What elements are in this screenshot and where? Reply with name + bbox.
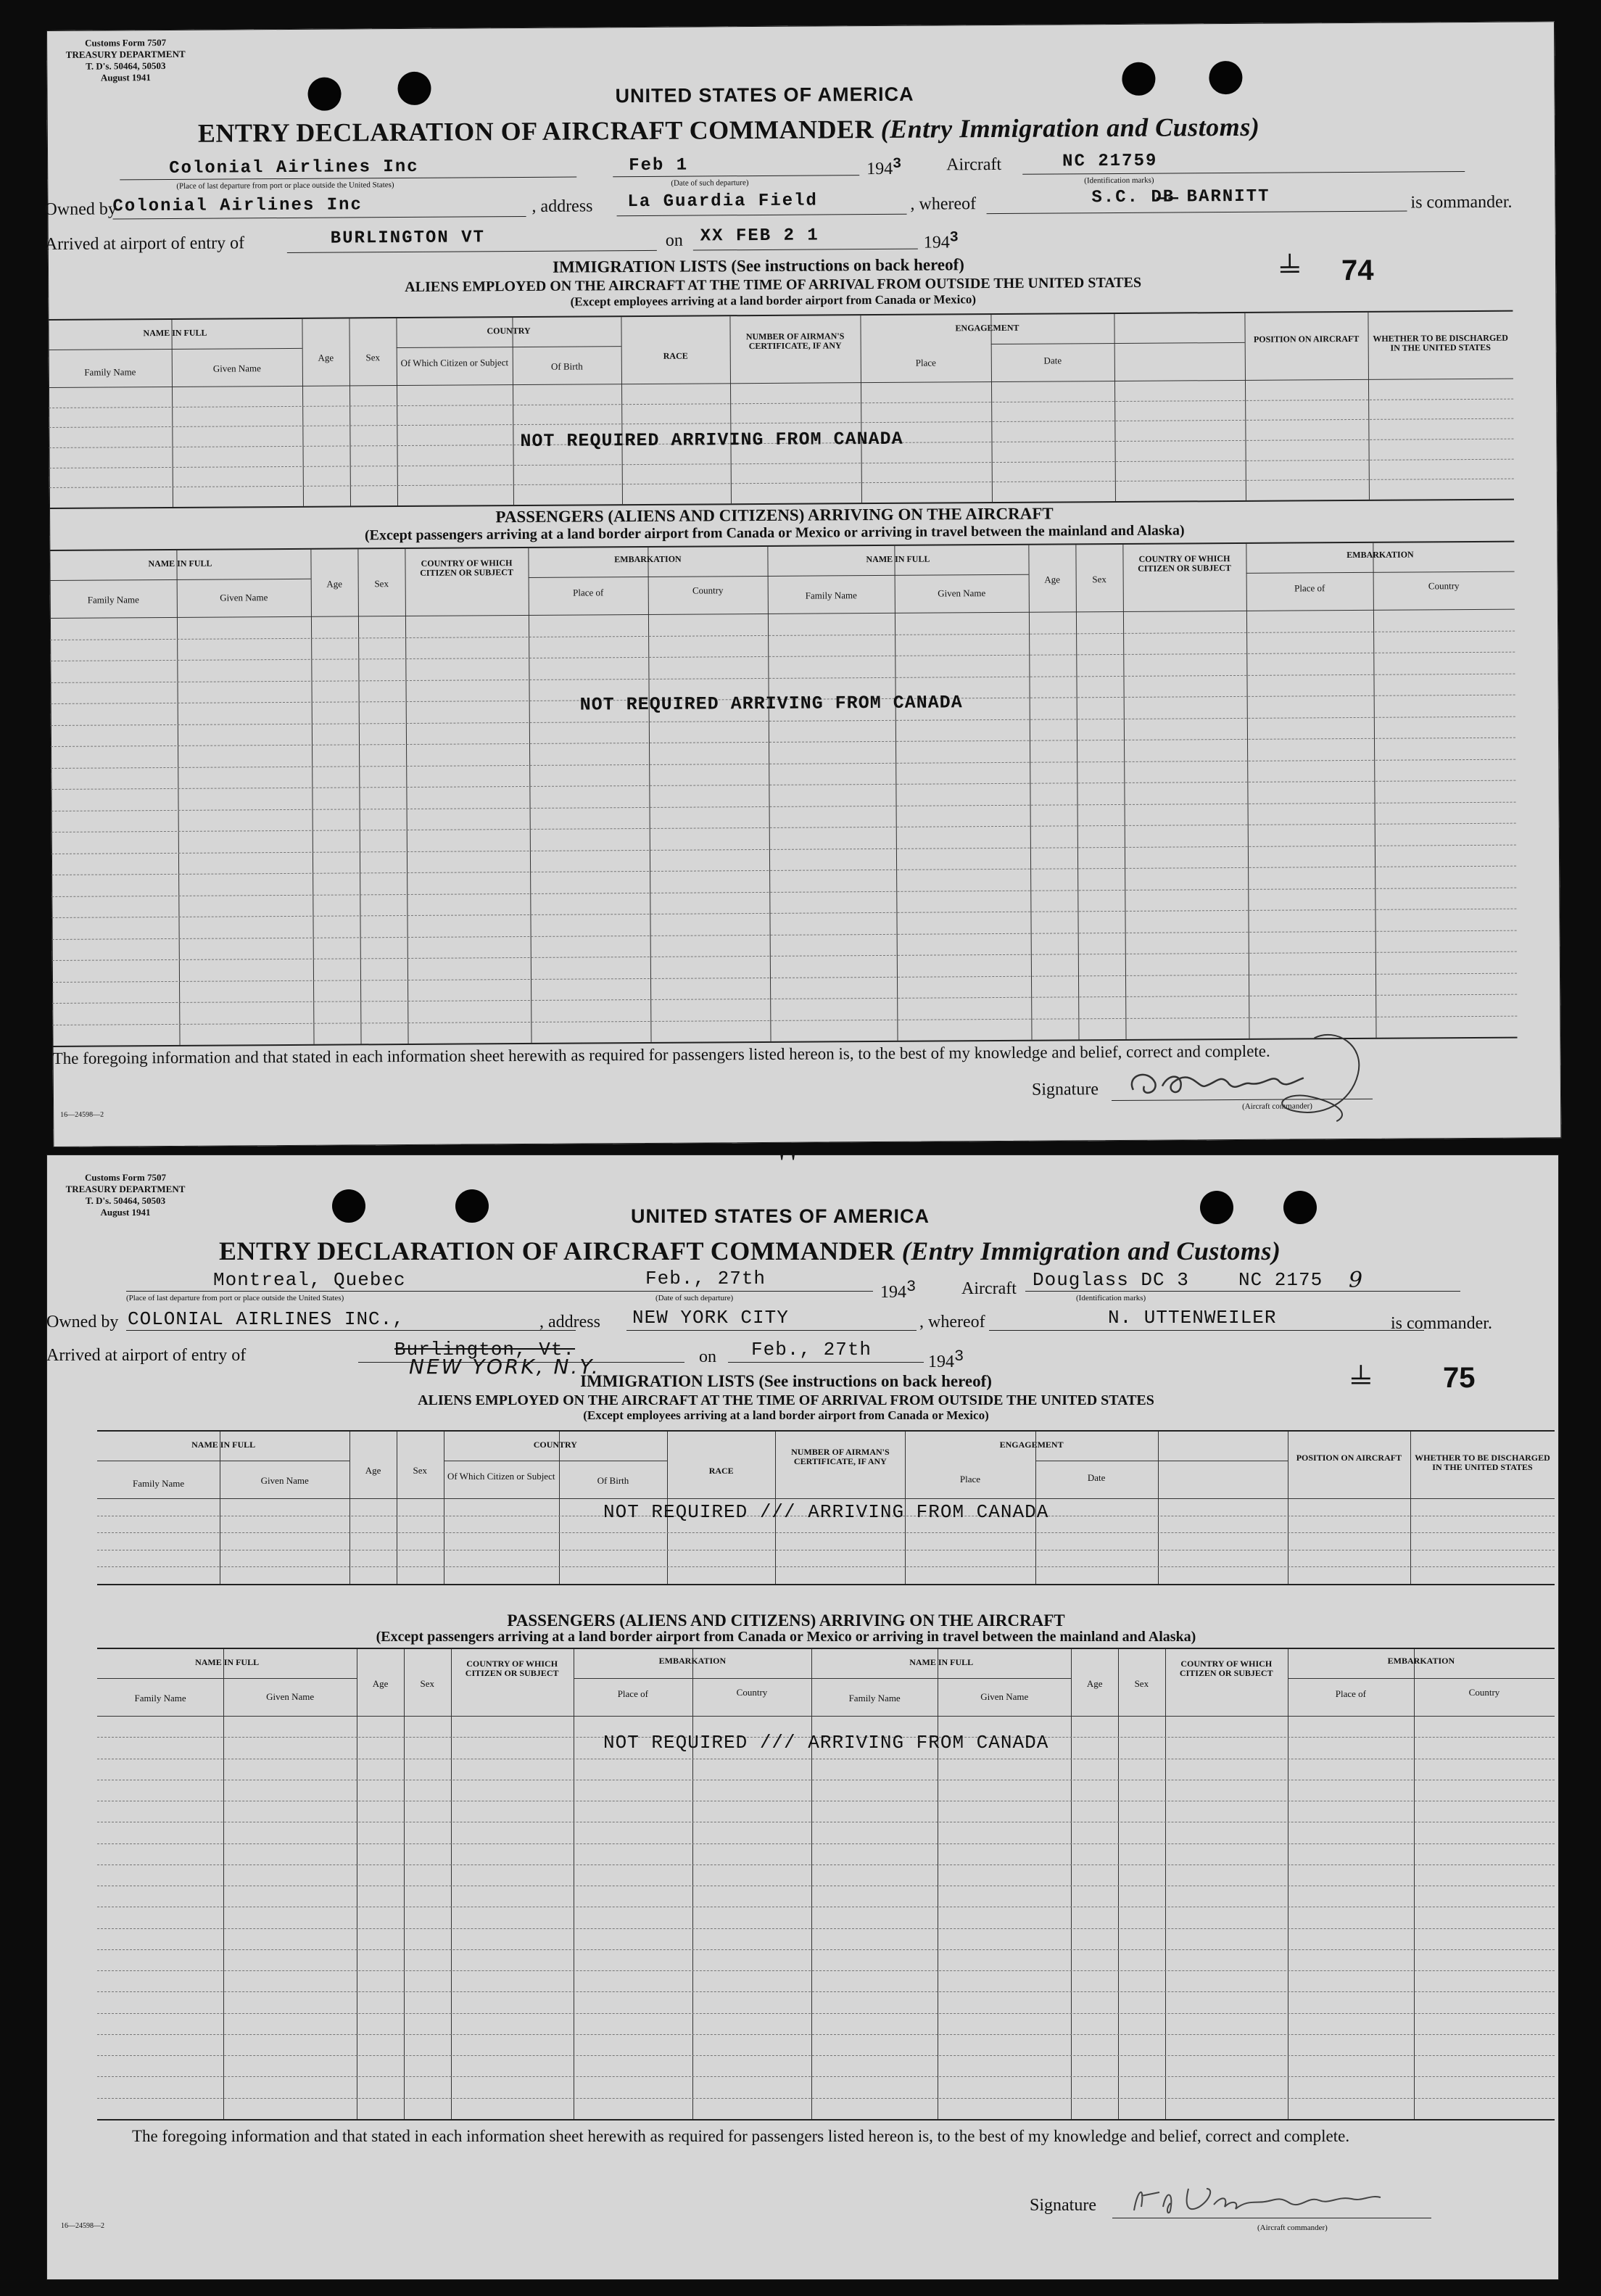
column-rule <box>405 549 408 1044</box>
column-rule <box>990 315 993 502</box>
row-rule <box>97 2034 1555 2035</box>
form-date: August 1941 <box>100 72 151 83</box>
punch-hole <box>307 78 341 111</box>
col-given-name: Given Name <box>980 1691 1029 1702</box>
aircraft-overwrite: 9 <box>1349 1268 1363 1293</box>
year-digit: 3 <box>893 155 903 173</box>
row-rule <box>52 930 1517 939</box>
aliens-heading: ALIENS EMPLOYED ON THE AIRCRAFT AT THE TIME OF ARRIVAL FROM OUTSIDE THE UNITED STATES <box>418 1392 1154 1408</box>
col-country-citizen: COUNTRY OF WHICH CITIZEN OR SUBJECT <box>1138 553 1231 574</box>
col-discharged: WHETHER TO BE DISCHARGED IN THE UNITED STATES <box>1373 332 1508 353</box>
col-date: Date <box>1087 1472 1106 1483</box>
row-rule <box>52 973 1517 982</box>
column-rule <box>1165 1649 1166 2119</box>
title-sub: (Entry Immigration and Customs) <box>880 112 1260 144</box>
column-rule <box>1028 545 1032 1040</box>
form-title <box>198 112 1260 149</box>
col-family-name: Family Name <box>87 594 139 606</box>
column-rule <box>528 548 531 1043</box>
crew-not-required: NOT REQUIRED /// ARRIVING FROM CANADA <box>603 1501 1049 1523</box>
department: TREASURY DEPARTMENT <box>65 1184 186 1194</box>
owner-address: NEW YORK CITY <box>632 1307 789 1329</box>
column-rule <box>302 319 304 506</box>
row-rule <box>1288 1678 1555 1679</box>
col-name-in-full: NAME IN FULL <box>909 1657 974 1667</box>
column-rule <box>223 1649 224 2119</box>
col-age: Age <box>318 352 334 363</box>
col-age: Age <box>326 578 343 590</box>
col-given-name: Given Name <box>260 1475 309 1486</box>
column-rule <box>894 546 898 1041</box>
row-rule <box>97 2055 1555 2056</box>
col-age: Age <box>1086 1678 1103 1689</box>
col-birth: Of Birth <box>550 360 583 372</box>
passengers-subheading: (Except passengers arriving at a land border airport from Canada or Mexico or arriving in travel between the mainland and Alaska) <box>364 522 1185 544</box>
punch-hole <box>1200 1191 1233 1224</box>
place-caption: (Place of last departure from port or place outside the United States) <box>176 181 394 191</box>
col-family-name: Family Name <box>134 1693 186 1704</box>
col-country-citizen: COUNTRY OF WHICH CITIZEN OR SUBJECT <box>420 558 513 578</box>
punch-hole <box>1283 1191 1317 1224</box>
col-name-in-full: NAME IN FULL <box>148 558 212 569</box>
whereof-label: , whereof <box>910 194 977 214</box>
punch-hole <box>455 1189 489 1223</box>
col-embarkation: EMBARKATION <box>1387 1656 1455 1666</box>
address-label: , address <box>539 1313 600 1331</box>
owned-by-label: Owned by <box>46 1313 119 1331</box>
col-country: Country <box>1468 1687 1500 1698</box>
signature-label: Signature <box>1030 2196 1096 2215</box>
row-rule <box>768 574 1029 577</box>
passengers-not-required: NOT REQUIRED ARRIVING FROM CANADA <box>579 692 963 716</box>
row-rule <box>97 1928 1555 1929</box>
punch-hole <box>397 72 431 105</box>
column-rule <box>1158 1432 1159 1584</box>
year-prefix: $194^3$ <box>866 155 903 179</box>
row-rule <box>50 630 1515 640</box>
column-rule <box>451 1649 452 2119</box>
passengers-subheading: (Except passengers arriving at a land border airport from Canada or Mexico or arriving in travel between the mainland and Alaska) <box>376 1629 1196 1645</box>
row-rule <box>49 379 1513 388</box>
col-country: COUNTRY <box>487 325 531 336</box>
treasury-decisions: T. D's. 50464, 50503 <box>85 1195 166 1206</box>
column-rule <box>767 547 771 1041</box>
owner-address: La Guardia Field <box>627 191 818 212</box>
col-country-citizen: COUNTRY OF WHICH CITIZEN OR SUBJECT <box>465 1659 559 1678</box>
aliens-subheading: (Except employees arriving at a land border airport from Canada or Mexico) <box>583 1408 989 1422</box>
declaration-sheet-74 <box>46 21 1561 1147</box>
row-rule <box>97 1678 357 1679</box>
signature-caption: (Aircraft commander) <box>1257 2223 1328 2232</box>
on-label: on <box>699 1347 716 1366</box>
col-place-of: Place of <box>1294 582 1325 594</box>
commander-name: S.C. D̶B̶ BARNITT <box>1091 186 1270 208</box>
signature-label: Signature <box>1031 1080 1099 1099</box>
arrived-label: Arrived at airport of entry of <box>44 234 245 255</box>
row-rule <box>52 951 1517 961</box>
arrival-airport: BURLINGTON VT <box>330 228 486 249</box>
form-number: Customs Form 7507 <box>85 1172 166 1183</box>
department: TREASURY DEPARTMENT <box>65 48 186 60</box>
address-label: , address <box>531 197 593 216</box>
page-number: 74 <box>1341 254 1374 287</box>
row-rule <box>97 2098 1555 2099</box>
column-rule <box>349 318 351 505</box>
col-family-name: Family Name <box>133 1478 185 1489</box>
passengers-not-required: NOT REQUIRED /// ARRIVING FROM CANADA <box>603 1732 1049 1754</box>
country-header: UNITED STATES OF AMERICA <box>615 83 914 107</box>
row-rule <box>397 346 621 348</box>
col-birth: Of Birth <box>597 1475 629 1486</box>
is-commander-label: is commander. <box>1410 192 1513 212</box>
signature-caption: (Aircraft commander) <box>1242 1102 1312 1111</box>
arrival-airport-struck: Burlington, Vt. <box>394 1339 576 1360</box>
owner: COLONIAL AIRLINES INC., <box>128 1308 405 1330</box>
punch-hole <box>1209 61 1242 94</box>
col-place: Place <box>915 357 936 368</box>
column-rule <box>1122 545 1126 1039</box>
col-embarkation: EMBARKATION <box>614 553 682 565</box>
column-rule <box>692 1649 693 2119</box>
column-rule <box>1075 545 1079 1039</box>
year-prefix: $194^3$ <box>880 1278 917 1302</box>
col-citizen: Of Which Citizen or Subject <box>400 357 509 369</box>
col-country: Country <box>692 585 724 596</box>
country-header: UNITED STATES OF AMERICA <box>631 1205 930 1227</box>
form-number: Customs Form 7507 <box>85 36 167 49</box>
col-position: POSITION ON AIRCRAFT <box>1296 1453 1402 1463</box>
arrival-date: XX FEB 2 1 <box>700 226 819 247</box>
col-given-name: Given Name <box>938 587 986 599</box>
col-given-name: Given Name <box>266 1691 315 1702</box>
column-rule <box>621 317 623 504</box>
departure-place: Colonial Airlines Inc <box>169 157 419 178</box>
punch-hole <box>1122 62 1155 96</box>
col-family-name: Family Name <box>84 366 136 378</box>
form-identifier <box>57 1172 194 1218</box>
aircraft-label: Aircraft <box>946 154 1002 175</box>
page-number: 75 <box>1443 1362 1476 1394</box>
col-name-in-full: NAME IN FULL <box>191 1440 256 1450</box>
row-rule <box>51 866 1516 875</box>
column-rule <box>559 1432 560 1584</box>
row-rule <box>51 759 1515 768</box>
aircraft-id: NC 2175 <box>1238 1269 1323 1291</box>
arrival-year-digit: 3 <box>954 1347 965 1366</box>
row-rule <box>991 342 1245 344</box>
column-rule <box>357 549 361 1044</box>
row-rule <box>51 801 1516 811</box>
treasury-decisions: T. D's. 50464, 50503 <box>86 59 166 72</box>
col-sex: Sex <box>365 352 381 363</box>
passenger-table <box>97 1648 1555 2121</box>
row-rule <box>97 1949 1555 1950</box>
col-position: POSITION ON AIRCRAFT <box>1253 333 1360 344</box>
ident-caption: (Identification marks) <box>1084 175 1154 186</box>
aircraft-type: Douglass DC 3 <box>1033 1269 1189 1291</box>
commander-name: N. UTTENWEILER <box>1108 1307 1277 1329</box>
column-rule <box>310 550 314 1044</box>
title-main: ENTRY DECLARATION OF AIRCRAFT COMMANDER <box>219 1236 895 1265</box>
row-rule <box>574 1678 811 1679</box>
crew-table <box>48 310 1514 509</box>
row-rule <box>51 909 1516 918</box>
row-rule <box>50 652 1515 661</box>
row-rule <box>97 1532 1555 1533</box>
col-certificate: NUMBER OF AIRMAN'S CERTIFICATE, IF ANY <box>745 331 845 352</box>
aliens-subheading: (Except employees arriving at a land border airport from Canada or Mexico) <box>570 292 977 309</box>
certification-text: The foregoing information and that stated in each information sheet herewith as required for passengers listed hereon is, to the best of my knowledge and belief, correct and complete. <box>132 2127 1350 2145</box>
col-sex: Sex <box>420 1678 434 1689</box>
col-age: Age <box>372 1678 389 1689</box>
owned-by-label: Owned by <box>44 199 117 220</box>
row-rule <box>97 2076 1555 2077</box>
column-rule <box>176 550 180 1045</box>
immigration-heading: IMMIGRATION LISTS (See instructions on back hereof) <box>580 1372 992 1390</box>
aliens-heading: ALIENS EMPLOYED ON THE AIRCRAFT AT THE TIME OF ARRIVAL FROM OUTSIDE THE UNITED STATES <box>405 274 1142 295</box>
place-caption: (Place of last departure from port or place outside the United States) <box>126 1294 344 1302</box>
column-rule <box>860 315 862 503</box>
col-family-name: Family Name <box>805 590 857 601</box>
row-rule <box>51 887 1516 896</box>
col-country: Country <box>736 1687 768 1698</box>
col-embarkation: EMBARKATION <box>1346 549 1414 561</box>
row-rule <box>51 738 1515 747</box>
col-country: Country <box>1428 580 1460 592</box>
col-given-name: Given Name <box>212 363 261 374</box>
row-rule <box>51 780 1515 790</box>
row-rule <box>97 1498 1555 1499</box>
row-rule <box>97 1970 1555 1971</box>
tick-mark: ╧ <box>1280 254 1299 284</box>
col-discharged: WHETHER TO BE DISCHARGED IN THE UNITED STATES <box>1415 1453 1550 1472</box>
col-embarkation: EMBARKATION <box>658 1656 727 1666</box>
form-title <box>219 1236 1281 1266</box>
column-rule <box>1373 543 1376 1038</box>
commander-signature <box>1118 1023 1380 1130</box>
row-rule <box>97 2013 1555 2014</box>
column-rule <box>1246 544 1249 1038</box>
column-rule <box>171 320 173 507</box>
row-rule <box>97 1716 1555 1717</box>
row-rule <box>811 1678 1071 1679</box>
row-rule <box>49 348 302 350</box>
passengers-heading: PASSENGERS (ALIENS AND CITIZENS) ARRIVING ON THE AIRCRAFT <box>507 1611 1065 1630</box>
row-rule <box>97 1843 1555 1844</box>
date-caption: (Date of such departure) <box>671 178 749 188</box>
certification-text: The foregoing information and that stated in each information sheet herewith as required for passengers listed hereon is, to the best of my knowledge and belief, correct and complete. <box>52 1041 1270 1068</box>
arrival-year-digit: 3 <box>949 229 960 247</box>
passengers-heading: PASSENGERS (ALIENS AND CITIZENS) ARRIVING ON THE AIRCRAFT <box>495 504 1054 526</box>
column-rule <box>1114 314 1116 501</box>
departure-date: Feb 1 <box>629 155 689 176</box>
col-sex: Sex <box>1092 574 1106 585</box>
row-rule <box>50 673 1515 682</box>
col-name-in-full: NAME IN FULL <box>866 553 930 565</box>
tick-mark: ╧ <box>1352 1366 1370 1395</box>
col-age: Age <box>365 1465 381 1476</box>
year-digit: 3 <box>906 1278 917 1296</box>
arrival-year: $194^3$ <box>928 1347 965 1371</box>
col-given-name: Given Name <box>220 592 268 603</box>
row-rule <box>97 1566 1555 1567</box>
col-engagement: ENGAGEMENT <box>999 1440 1064 1450</box>
print-code: 16—24598—2 <box>60 1110 104 1119</box>
ident-caption: (Identification marks) <box>1076 1294 1146 1302</box>
arrival-date: Feb., 27th <box>751 1339 872 1360</box>
col-sex: Sex <box>374 578 389 590</box>
col-sex: Sex <box>1134 1678 1149 1689</box>
aircraft-label: Aircraft <box>961 1279 1017 1298</box>
commander-signature <box>1120 2174 1424 2229</box>
col-country-citizen: COUNTRY OF WHICH CITIZEN OR SUBJECT <box>1179 1659 1273 1678</box>
row-rule <box>49 458 1514 468</box>
col-place-of: Place of <box>1335 1688 1366 1699</box>
row-rule <box>97 1991 1555 1992</box>
col-name-in-full: NAME IN FULL <box>143 327 207 339</box>
col-name-in-full: NAME IN FULL <box>195 1657 260 1667</box>
row-rule <box>51 844 1516 854</box>
column-rule <box>404 1649 405 2119</box>
column-rule <box>1118 1649 1119 2119</box>
punch-hole <box>332 1189 365 1223</box>
whereof-label: , whereof <box>919 1313 985 1331</box>
owner: Colonial Airlines Inc <box>112 195 363 217</box>
immigration-heading: IMMIGRATION LISTS (See instructions on back hereof) <box>553 255 964 276</box>
col-country: COUNTRY <box>533 1440 577 1450</box>
col-place-of: Place of <box>617 1688 648 1699</box>
arrived-label: Arrived at airport of entry of <box>46 1346 247 1365</box>
print-code: 16—24598—2 <box>61 2222 104 2230</box>
title-sub: (Entry Immigration and Customs) <box>901 1236 1281 1265</box>
row-rule <box>51 823 1516 833</box>
departure-date: Feb., 27th <box>645 1268 766 1289</box>
column-rule <box>1071 1649 1072 2119</box>
row-rule <box>50 579 311 581</box>
column-rule <box>512 318 514 505</box>
row-rule <box>49 418 1513 428</box>
row-rule <box>1246 571 1515 574</box>
col-family-name: Family Name <box>848 1693 901 1704</box>
column-rule <box>349 1432 350 1584</box>
row-rule <box>51 716 1515 725</box>
col-race: RACE <box>708 1466 734 1476</box>
arrival-year: $194^3$ <box>923 229 960 252</box>
row-rule <box>49 398 1513 408</box>
col-place: Place <box>959 1474 981 1484</box>
column-rule <box>811 1649 812 2119</box>
column-rule <box>648 548 651 1042</box>
row-rule <box>52 994 1517 1004</box>
col-place-of: Place of <box>573 587 604 598</box>
col-race: RACE <box>663 350 688 361</box>
is-commander-label: is commander. <box>1391 1314 1492 1333</box>
col-citizen: Of Which Citizen or Subject <box>447 1471 555 1482</box>
column-rule <box>1414 1649 1415 2119</box>
tick-mark: ' ' <box>779 1150 797 1174</box>
col-age: Age <box>1044 574 1061 585</box>
form-date: August 1941 <box>100 1207 151 1218</box>
crew-not-required: NOT REQUIRED ARRIVING FROM CANADA <box>520 428 903 453</box>
row-rule <box>49 479 1514 488</box>
column-rule <box>396 318 398 505</box>
col-certificate: NUMBER OF AIRMAN'S CERTIFICATE, IF ANY <box>791 1447 890 1466</box>
passenger-table <box>49 541 1517 1047</box>
arrival-airport-handwritten: NEW YORK, N.Y. <box>409 1355 600 1379</box>
form-identifier <box>57 37 194 84</box>
col-date: Date <box>1043 355 1062 366</box>
date-caption: (Date of such departure) <box>655 1294 734 1302</box>
col-engagement: ENGAGEMENT <box>955 322 1019 334</box>
title-main: ENTRY DECLARATION OF AIRCRAFT COMMANDER <box>197 115 874 148</box>
col-sex: Sex <box>413 1465 428 1476</box>
aircraft-id: NC 21759 <box>1062 151 1158 172</box>
row-rule <box>50 609 1515 619</box>
departure-place: Montreal, Quebec <box>213 1269 406 1291</box>
on-label: on <box>665 231 683 250</box>
declaration-sheet-75 <box>46 1150 1559 2280</box>
